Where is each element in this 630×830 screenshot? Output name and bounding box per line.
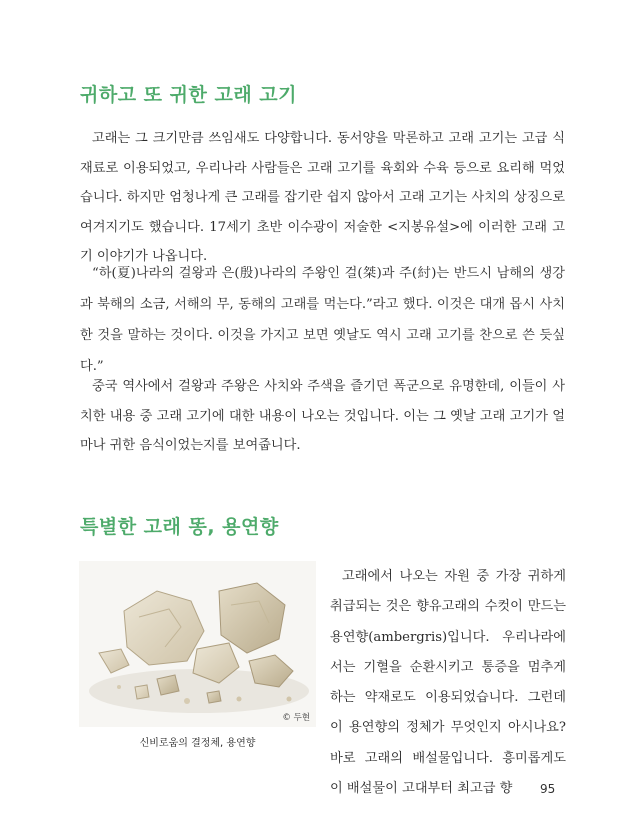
page-number: 95 — [540, 782, 556, 796]
body-paragraph-intro: 고래는 그 크기만큼 쓰임새도 다양합니다. 동서양을 막론하고 고래 고기는 고급 식재료로 이용되었고, 우리나라 사람들은 고래 고기를 육회와 수육 등으로 요리해 먹었습니다. 하지만 엄청나게 큰 고래를 잡기란 쉽지 않아서 고래 고기는 사치의 상징으로 여겨지기도 했습니다. 17세기 초반 이수광이 저술한 <지봉유설>에 이러한 고래 고기 이야기가 나옵니다. — [80, 131, 565, 264]
quotation-jibong-yuseol: “하(夏)나라의 걸왕과 은(殷)나라의 주왕인 걸(桀)과 주(紂)는 반드시 남해의 생강과 북해의 소금, 서해의 무, 동해의 고래를 먹는다.”라고 했다. 이것은 대개 몹시 사치한 것을 말하는 것이다. 이것을 가지고 보면 옛날도 역시 고래 고기를 찬으로 쓴 듯싶다.” — [80, 266, 565, 374]
section-heading-whale-meat: 귀하고 또 귀한 고래 고기 — [80, 84, 297, 106]
photo-credit: © 두현 — [282, 713, 310, 723]
photo-caption: 신비로움의 결정체, 용연향 — [139, 738, 256, 749]
ambergris-illustration — [79, 561, 316, 727]
section-heading-ambergris: 특별한 고래 똥, 용연향 — [80, 516, 279, 538]
ambergris-photo — [79, 561, 316, 727]
body-paragraph-tyrants: 중국 역사에서 걸왕과 주왕은 사치와 주색을 즐기던 폭군으로 유명한데, 이들이 사치한 내용 중 고래 고기에 대한 내용이 나오는 것입니다. 이는 그 옛날 고래 고기가 얼마나 귀한 음식이었는지를 보여줍니다. — [80, 379, 565, 453]
body-paragraph-ambergris: 고래에서 나오는 자원 중 가장 귀하게 취급되는 것은 향유고래의 수컷이 만드는 용연향(ambergris)입니다. 우리나라에서는 기혈을 순환시키고 통증을 멈추게 하는 약재로도 이용되었습니다. 그런데 이 용연향의 정체가 무엇인지 아시나요? 바로 고래의 배설물입니다. 흥미롭게도 이 배설물이 고대부터 최고급 향 — [330, 569, 566, 797]
